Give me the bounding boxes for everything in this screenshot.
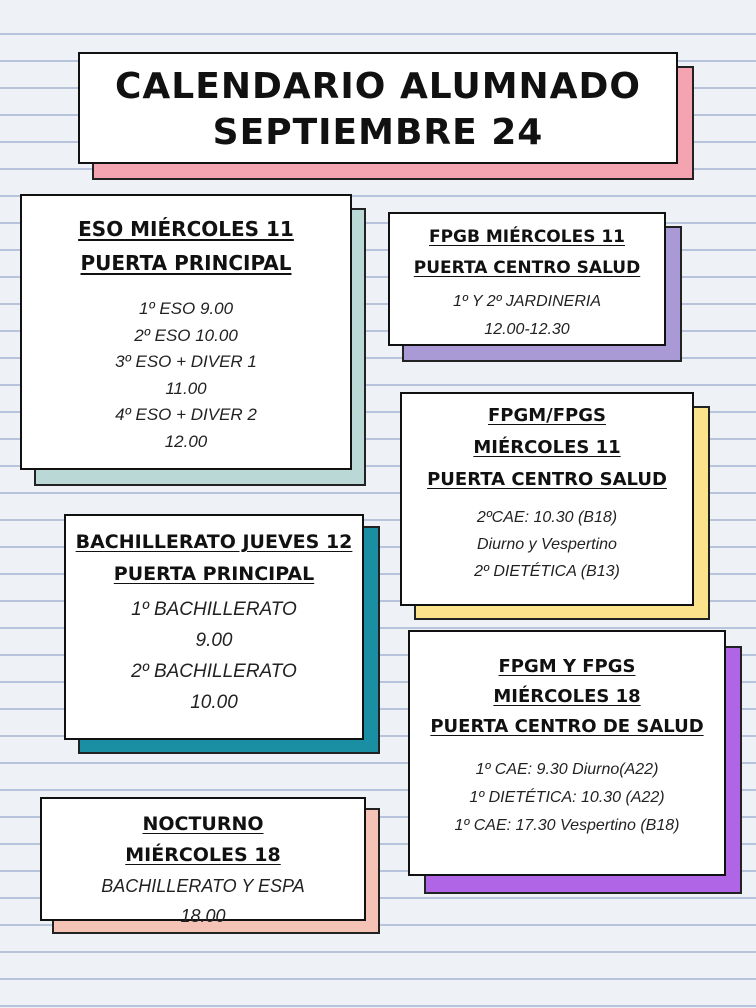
eso-line: 11.00 [165,378,207,398]
bachillerato-line: 2º BACHILLERATO [131,661,297,682]
eso-heading-door: PUERTA PRINCIPAL [80,251,292,275]
eso-line: 1º ESO 9.00 [138,299,234,318]
eso-line: 2º ESO 10.00 [134,325,238,345]
fpgb-line: 1º Y 2º JARDINERIA [452,293,602,310]
fpgm-fpgs-18-heading-day: MIÉRCOLES 18 [493,686,641,707]
fpgm-fpgs-18-heading: FPGM Y FPGS [498,656,636,677]
fpgm-fpgs-11-line: Diurno y Vespertino [477,536,617,553]
bachillerato-line: 9.00 [195,630,233,651]
fpgm-fpgs-11-card [400,392,694,606]
bachillerato-heading-day: BACHILLERATO JUEVES 12 [75,531,353,553]
nocturno-card [40,797,366,926]
fpgb-heading-day: FPGB MIÉRCOLES 11 [428,227,626,247]
fpgb-heading-door: PUERTA CENTRO SALUD [413,258,641,278]
eso-heading-day: ESO MIÉRCOLES 11 [78,217,294,241]
fpgm-fpgs-18-card [408,630,726,876]
eso-card [20,194,352,470]
nocturno-line: 18.00 [180,906,226,926]
fpgm-fpgs-11-heading-day: MIÉRCOLES 11 [473,437,621,458]
fpgb-card [388,212,666,346]
nocturno-heading: NOCTURNO [142,813,264,835]
title-card [78,52,678,164]
fpgm-fpgs-11-heading-door: PUERTA CENTRO SALUD [427,469,667,490]
eso-line: 4º ESO + DIVER 2 [115,405,257,424]
fpgm-fpgs-18-line: 1º DIETÉTICA: 10.30 (A22) [469,789,665,806]
bachillerato-line: 10.00 [190,692,238,713]
fpgm-fpgs-11-line: 2º DIETÉTICA (B13) [474,563,620,580]
fpgm-fpgs-18-line: 1º CAE: 17.30 Vespertino (B18) [454,817,680,834]
fpgm-fpgs-11-heading: FPGM/FPGS [488,405,606,426]
fpgm-fpgs-11-line: 2ºCAE: 10.30 (B18) [476,509,618,526]
eso-line: 12.00 [164,431,208,451]
fpgb-line: 12.00-12.30 [484,321,570,338]
bachillerato-card [64,514,364,740]
nocturno-heading-day: MIÉRCOLES 18 [125,844,281,866]
nocturno-line: BACHILLERATO Y ESPA [101,876,305,896]
fpgm-fpgs-18-line: 1º CAE: 9.30 Diurno(A22) [475,761,659,778]
bachillerato-heading-door: PUERTA PRINCIPAL [113,563,315,585]
page-subtitle: SEPTIEMBRE 24 [212,112,544,153]
page-title: CALENDARIO ALUMNADO [115,66,641,107]
eso-line: 3º ESO + DIVER 1 [115,352,257,371]
fpgm-fpgs-18-heading-door: PUERTA CENTRO DE SALUD [430,716,704,737]
bachillerato-line: 1º BACHILLERATO [131,599,297,620]
